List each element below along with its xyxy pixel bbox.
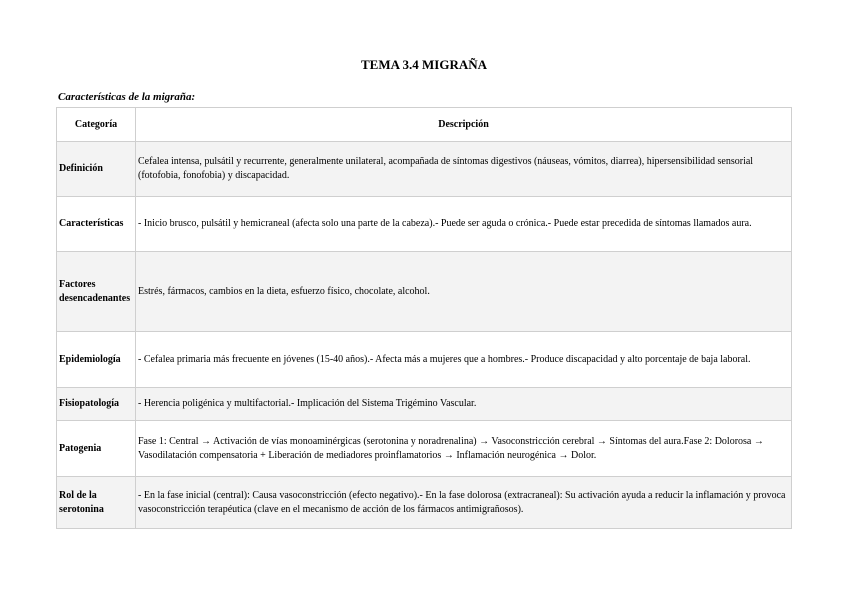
header-category: Categoría (57, 108, 136, 142)
table-row (57, 477, 792, 529)
row-category: Rol de la serotonina (57, 477, 136, 529)
section-subtitle: Características de la migraña: (58, 91, 196, 103)
page-title: TEMA 3.4 MIGRAÑA (360, 57, 488, 72)
header-description: Descripción (136, 108, 792, 142)
row-category: Definición (57, 142, 136, 197)
row-description: - Inicio brusco, pulsátil y hemicraneal (afecta solo una parte de la cabeza).- Puede ser aguda o crónica.- Puede estar precedida de síntomas llamados aura. (136, 197, 792, 252)
row-category: Patogenia (57, 421, 136, 477)
table-row (57, 332, 792, 388)
row-description: Estrés, fármacos, cambios en la dieta, esfuerzo físico, chocolate, alcohol. (136, 252, 792, 332)
table-row (57, 197, 792, 252)
row-category: Epidemiología (57, 332, 136, 388)
migraine-table (56, 107, 792, 529)
table-row (57, 388, 792, 421)
table-row (57, 142, 792, 197)
row-description: Fase 1: Central → Activación de vías monoaminérgicas (serotonina y noradrenalina) → Vasoconstricción cerebral → Síntomas del aura.Fase 2: Dolorosa → Vasodilatación compensatoria + Liberación de mediadores proinflamatorios → Inflamación neurogénica → Dolor. (136, 421, 792, 477)
row-description: - Cefalea primaria más frecuente en jóvenes (15-40 años).- Afecta más a mujeres que a hombres.- Produce discapacidad y alto porcentaje de baja laboral. (136, 332, 792, 388)
row-description: - En la fase inicial (central): Causa vasoconstricción (efecto negativo).- En la fase dolorosa (extracraneal): Su activación ayuda a reducir la inflamación y provoca vasoconstricción terapéutica (clave en el mecanismo de acción de los fármacos antimigrañosos). (136, 477, 792, 529)
table-row (57, 252, 792, 332)
table-row (57, 421, 792, 477)
row-category: Características (57, 197, 136, 252)
table-header-row (57, 108, 792, 142)
row-category: Factores desencadenantes (57, 252, 136, 332)
row-description: Cefalea intensa, pulsátil y recurrente, generalmente unilateral, acompañada de síntomas digestivos (náuseas, vómitos, diarrea), hipersensibilidad sensorial (fotofobia, fonofobia) y discapacidad. (136, 142, 792, 197)
row-description: - Herencia poligénica y multifactorial.- Implicación del Sistema Trigémino Vascular. (136, 388, 792, 421)
row-category: Fisiopatología (57, 388, 136, 421)
